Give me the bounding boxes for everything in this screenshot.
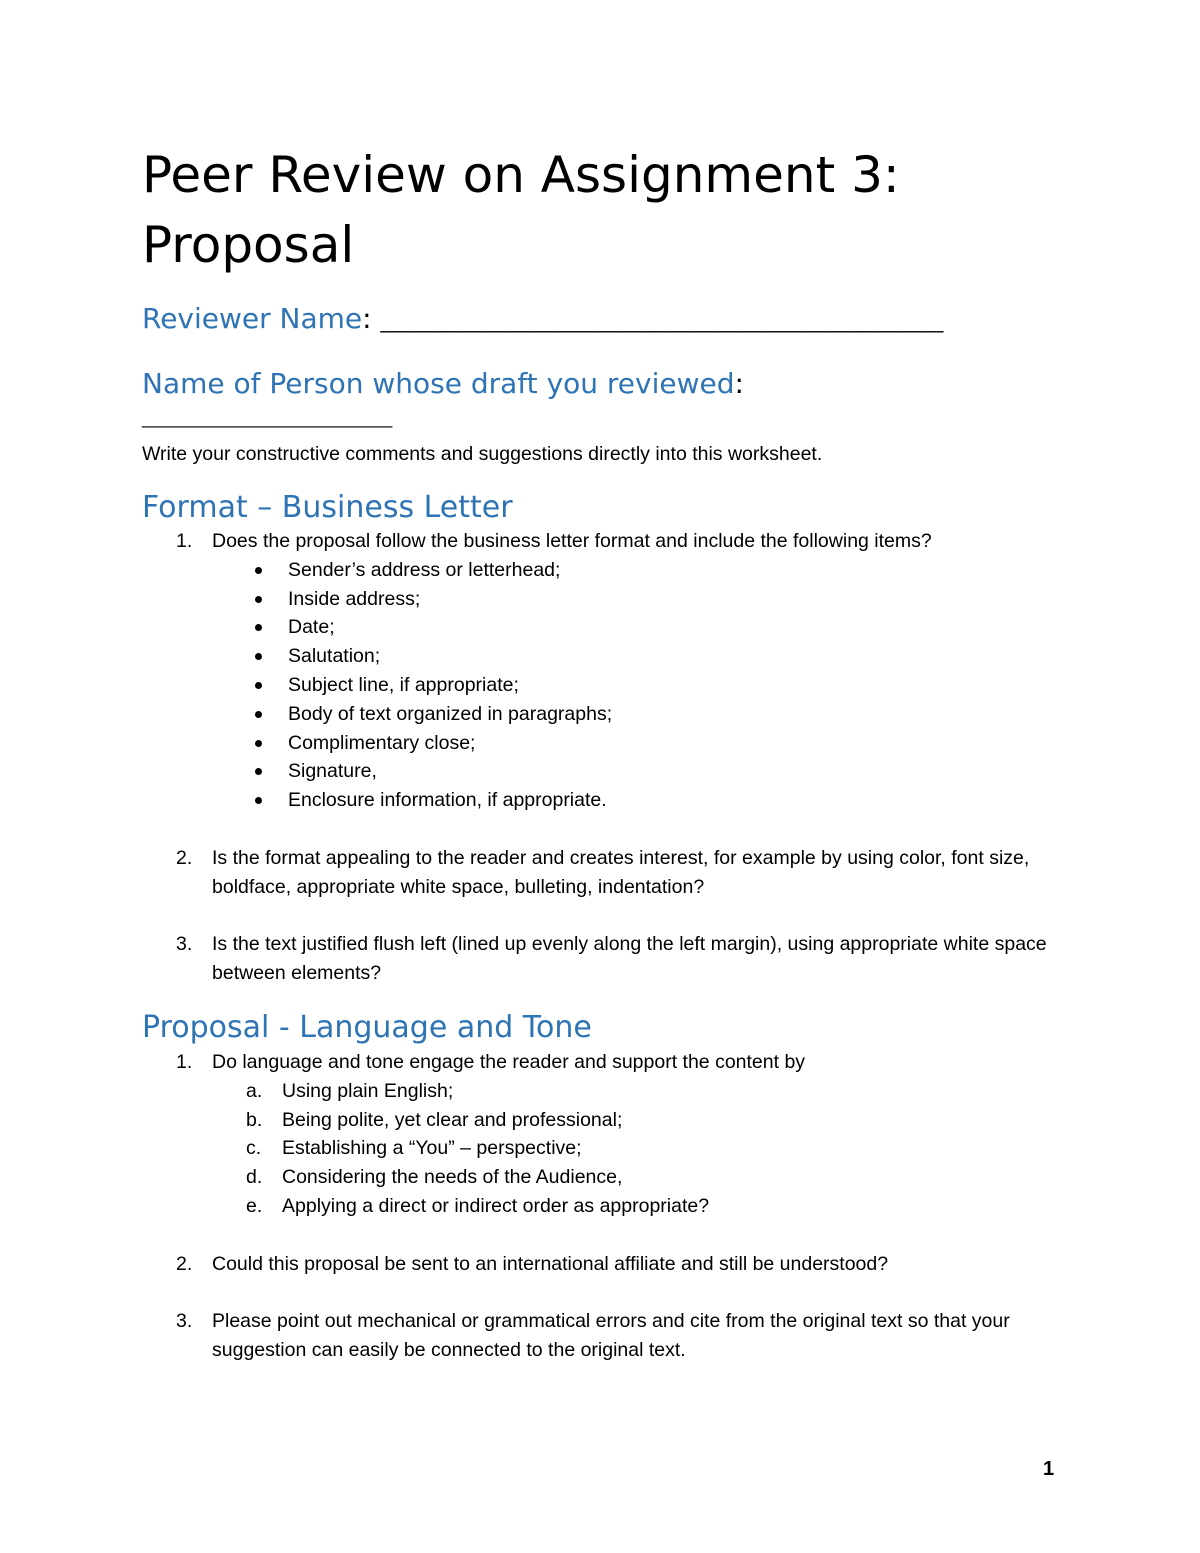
list-item: [142, 613, 1082, 642]
question-text: Does the proposal follow the business letter format and include the following items?: [212, 530, 932, 552]
format-questions: [142, 527, 1082, 988]
list-letter: d.: [246, 1166, 263, 1189]
reviewed-person-field: [142, 367, 744, 400]
list-item: [142, 642, 1082, 671]
reviewer-name-colon: :: [362, 302, 372, 335]
reviewed-person-colon: :: [734, 367, 744, 400]
bullet-icon: [255, 768, 262, 775]
question-text: Please point out mechanical or grammatical errors and cite from the original text so that your suggestion can easily be connected to the original text.: [212, 1310, 1010, 1361]
letter-items-list: [142, 556, 1082, 815]
format-question-1: [142, 527, 1082, 556]
question-number: 3.: [176, 1310, 193, 1333]
spacer: [142, 1278, 1082, 1307]
language-question-2: [142, 1250, 1082, 1279]
list-item-text: Inside address;: [288, 587, 421, 610]
question-number: 1.: [176, 530, 193, 552]
spacer: [142, 815, 1082, 844]
list-item-text: Establishing a “You” – perspective;: [282, 1137, 582, 1160]
bullet-icon: [255, 567, 262, 574]
list-item-text: Salutation;: [288, 645, 381, 668]
bullet-icon: [255, 682, 262, 689]
section-heading-format: Format – Business Letter: [142, 490, 513, 525]
bullet-icon: [255, 740, 262, 747]
reviewer-name-blank[interactable]: ______________________________________________: [380, 308, 944, 333]
question-text: Is the text justified flush left (lined up evenly along the left margin), using appropriate white space between elements?: [212, 933, 1047, 984]
list-item-text: Signature,: [288, 760, 377, 783]
list-item-text: Date;: [288, 616, 335, 639]
reviewer-name-field: [142, 302, 943, 335]
list-item: [142, 1077, 1082, 1106]
question-text: Could this proposal be sent to an international affiliate and still be understood?: [212, 1252, 889, 1275]
question-number: 3.: [176, 933, 193, 956]
list-item: [142, 786, 1082, 815]
list-letter: e.: [246, 1194, 263, 1217]
list-letter: c.: [246, 1137, 262, 1160]
list-letter: a.: [246, 1079, 263, 1102]
bullet-icon: [255, 711, 262, 718]
list-item: [142, 556, 1082, 585]
list-item-text: Considering the needs of the Audience,: [282, 1166, 623, 1189]
list-item: [142, 1106, 1082, 1135]
list-item: [142, 1134, 1082, 1163]
question-text: Do language and tone engage the reader and support the content by: [212, 1051, 806, 1073]
reviewed-person-blank[interactable]: _________________________: [142, 408, 393, 428]
list-item-text: Enclosure information, if appropriate.: [288, 789, 607, 812]
list-item-text: Sender’s address or letterhead;: [288, 558, 561, 581]
list-item: [142, 1192, 1082, 1221]
list-item: [142, 700, 1082, 729]
question-text: Is the format appealing to the reader and creates interest, for example by using color, font size, boldface, appropriate white space, bulleting, indentation?: [212, 846, 1030, 898]
format-question-2: [142, 844, 1082, 902]
reviewer-name-label: Reviewer Name: [142, 302, 363, 335]
intro-text: Write your constructive comments and suggestions directly into this worksheet.: [142, 443, 823, 465]
question-number: 2.: [176, 1252, 193, 1275]
list-item-text: Using plain English;: [282, 1079, 454, 1102]
bullet-icon: [255, 624, 262, 631]
language-questions: [142, 1048, 1082, 1365]
page-title: Peer Review on Assignment 3: Proposal: [142, 146, 900, 274]
language-question-3: [142, 1307, 1082, 1365]
language-question-1: [142, 1048, 1082, 1077]
question-number: 1.: [176, 1051, 193, 1073]
list-letter: b.: [246, 1108, 263, 1131]
list-item: [142, 1163, 1082, 1192]
list-item: [142, 585, 1082, 614]
bullet-icon: [255, 596, 262, 603]
bullet-icon: [255, 653, 262, 660]
list-item-text: Being polite, yet clear and professional;: [282, 1108, 623, 1131]
spacer: [142, 901, 1082, 930]
question-number: 2.: [176, 846, 193, 869]
format-question-3: [142, 930, 1082, 988]
reviewed-person-label: Name of Person whose draft you reviewed: [142, 367, 735, 400]
list-item-text: Subject line, if appropriate;: [288, 673, 519, 696]
list-item: [142, 671, 1082, 700]
list-item-text: Body of text organized in paragraphs;: [288, 702, 613, 725]
page-number: 1: [1043, 1458, 1055, 1480]
list-item-text: Applying a direct or indirect order as appropriate?: [282, 1194, 710, 1217]
section-heading-language: Proposal - Language and Tone: [142, 1010, 592, 1045]
list-item-text: Complimentary close;: [288, 731, 476, 754]
bullet-icon: [255, 797, 262, 804]
language-criteria-list: [142, 1077, 1082, 1221]
list-item: [142, 729, 1082, 758]
spacer: [142, 1221, 1082, 1250]
list-item: [142, 757, 1082, 786]
